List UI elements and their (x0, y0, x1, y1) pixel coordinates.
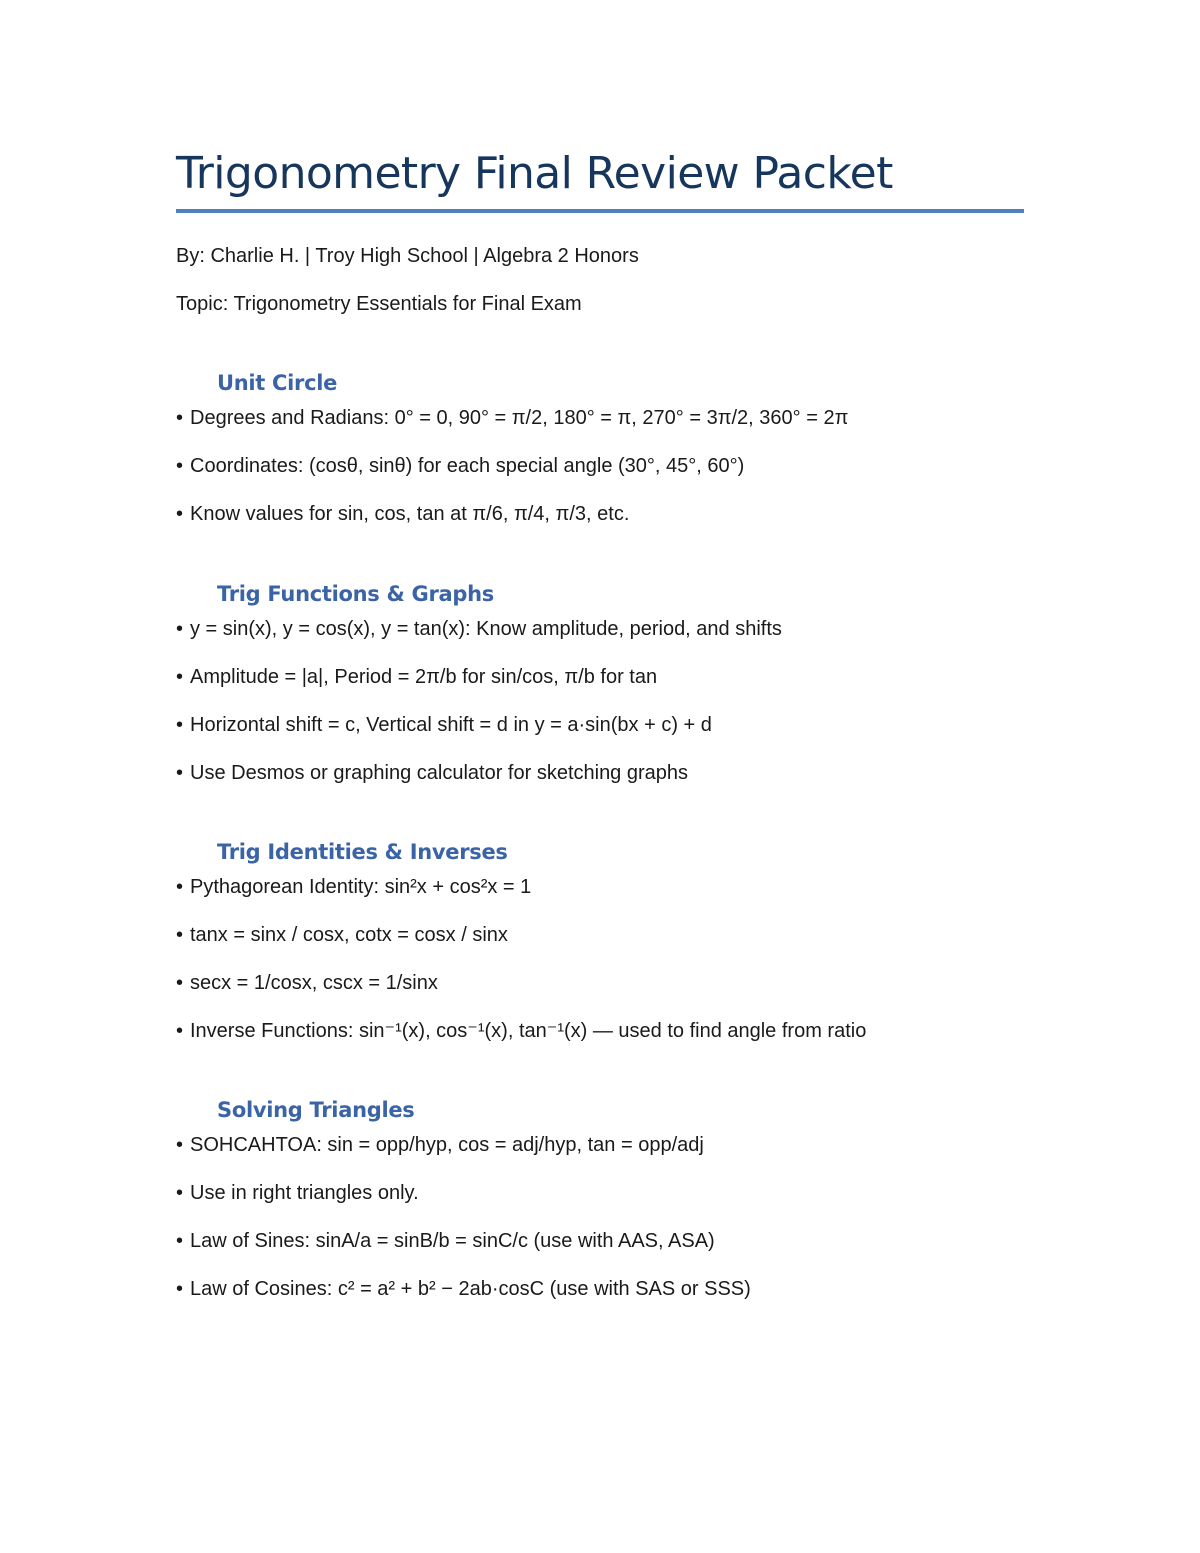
bullet-icon: • (176, 714, 184, 736)
list-item (176, 761, 688, 785)
list-item (176, 617, 782, 641)
list-item-text: secx = 1/cosx, cscx = 1/sinx (190, 972, 438, 994)
document-title: Trigonometry Final Review Packet (176, 148, 893, 199)
list-item-text: Know values for sin, cos, tan at π/6, π/4, π/3, etc. (190, 503, 630, 525)
list-item-text: Degrees and Radians: 0° = 0, 90° = π/2, 180° = π, 270° = 3π/2, 360° = 2π (190, 407, 849, 429)
list-item (176, 713, 712, 737)
list-item-text: Horizontal shift = c, Vertical shift = d in y = a·sin(bx + c) + d (190, 714, 712, 736)
list-item (176, 406, 848, 430)
bullet-icon: • (176, 407, 184, 429)
list-item-text: Use in right triangles only. (190, 1182, 419, 1204)
list-item (176, 971, 438, 995)
bullet-icon: • (176, 1278, 184, 1300)
bullet-icon: • (176, 1182, 184, 1204)
list-item-text: Use Desmos or graphing calculator for sketching graphs (190, 762, 689, 784)
bullet-icon: • (176, 924, 184, 946)
list-item-text: Law of Cosines: c² = a² + b² − 2ab·cosC (use with SAS or SSS) (190, 1278, 751, 1300)
bullet-icon: • (176, 762, 184, 784)
list-item (176, 454, 744, 478)
section-heading-trig-identities: Trig Identities & Inverses (217, 840, 508, 864)
list-item (176, 1019, 866, 1043)
bullet-icon: • (176, 503, 184, 525)
bullet-icon: • (176, 455, 184, 477)
list-item (176, 1181, 419, 1205)
section-heading-unit-circle: Unit Circle (217, 371, 338, 395)
list-item (176, 1133, 704, 1157)
list-item-text: Pythagorean Identity: sin²x + cos²x = 1 (190, 876, 532, 898)
section-heading-trig-functions: Trig Functions & Graphs (217, 582, 494, 606)
byline: By: Charlie H. | Troy High School | Algebra 2 Honors (176, 245, 639, 267)
bullet-icon: • (176, 1230, 184, 1252)
list-item (176, 923, 508, 947)
list-item-text: Law of Sines: sinA/a = sinB/b = sinC/c (use with AAS, ASA) (190, 1230, 715, 1252)
list-item-text: Inverse Functions: sin⁻¹(x), cos⁻¹(x), tan⁻¹(x) — used to find angle from ratio (190, 1020, 867, 1042)
bullet-icon: • (176, 876, 184, 898)
list-item (176, 1277, 751, 1301)
list-item-text: Amplitude = |a|, Period = 2π/b for sin/cos, π/b for tan (190, 666, 658, 688)
bullet-icon: • (176, 1134, 184, 1156)
list-item-text: SOHCAHTOA: sin = opp/hyp, cos = adj/hyp, tan = opp/adj (190, 1134, 704, 1156)
list-item-text: Coordinates: (cosθ, sinθ) for each special angle (30°, 45°, 60°) (190, 455, 745, 477)
list-item (176, 665, 657, 689)
list-item-text: y = sin(x), y = cos(x), y = tan(x): Know amplitude, period, and shifts (190, 618, 782, 640)
bullet-icon: • (176, 666, 184, 688)
topic-line: Topic: Trigonometry Essentials for Final Exam (176, 293, 582, 315)
bullet-icon: • (176, 1020, 184, 1042)
list-item-text: tanx = sinx / cosx, cotx = cosx / sinx (190, 924, 508, 946)
bullet-icon: • (176, 618, 184, 640)
list-item (176, 502, 629, 526)
title-underline (176, 209, 1024, 213)
section-heading-solving-triangles: Solving Triangles (217, 1098, 415, 1122)
bullet-icon: • (176, 972, 184, 994)
list-item (176, 1229, 715, 1253)
list-item (176, 875, 531, 899)
